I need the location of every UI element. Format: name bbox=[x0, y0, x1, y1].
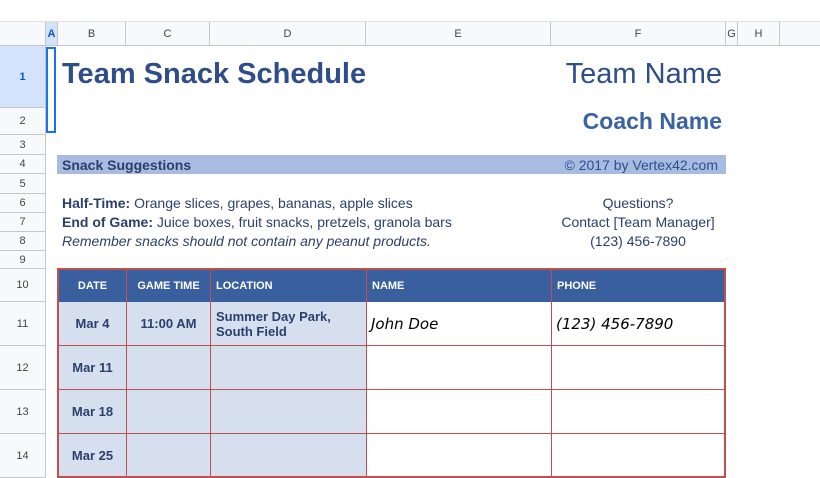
peanut-reminder[interactable]: Remember snacks should not contain any peanut products. bbox=[62, 233, 431, 249]
name-cell[interactable] bbox=[367, 434, 552, 478]
header-date[interactable]: DATE bbox=[59, 270, 127, 302]
column-header-blank bbox=[780, 22, 820, 46]
date-cell[interactable]: Mar 11 bbox=[59, 346, 127, 390]
location-cell[interactable] bbox=[211, 302, 367, 346]
date-cell[interactable]: Mar 25 bbox=[59, 434, 127, 478]
row-header-12[interactable]: 12 bbox=[0, 346, 46, 390]
name-cell[interactable] bbox=[367, 390, 552, 434]
column-header-a[interactable]: A bbox=[46, 22, 58, 46]
row-header-1[interactable]: 1 bbox=[0, 46, 46, 108]
header-location[interactable]: LOCATION bbox=[211, 270, 367, 302]
endgame-line[interactable] bbox=[62, 214, 452, 230]
location-cell[interactable] bbox=[211, 346, 367, 390]
phone-cell[interactable] bbox=[552, 390, 726, 434]
date-cell[interactable]: Mar 18 bbox=[59, 390, 127, 434]
header-phone[interactable]: PHONE bbox=[552, 270, 726, 302]
phone-cell[interactable] bbox=[552, 434, 726, 478]
halftime-line[interactable] bbox=[62, 195, 413, 211]
header-name[interactable]: NAME bbox=[367, 270, 552, 302]
header-game-time[interactable]: GAME TIME bbox=[127, 270, 211, 302]
row-header-8[interactable]: 8 bbox=[0, 232, 46, 251]
location-cell[interactable] bbox=[211, 434, 367, 478]
vertex42-copyright-link[interactable]: © 2017 by Vertex42.com bbox=[564, 157, 718, 173]
name-cell[interactable]: John Doe bbox=[367, 302, 552, 346]
row-header-14[interactable]: 14 bbox=[0, 434, 46, 478]
snack-suggestions-label: Snack Suggestions bbox=[62, 157, 192, 173]
row-header-4[interactable]: 4 bbox=[0, 155, 46, 174]
row-header-3[interactable]: 3 bbox=[0, 135, 46, 155]
game-time-cell[interactable]: 11:00 AM bbox=[127, 302, 211, 346]
location-line-2: South Field bbox=[216, 323, 287, 339]
row-header-13[interactable]: 13 bbox=[0, 390, 46, 434]
snack-suggestions-bar bbox=[57, 155, 726, 174]
coach-name[interactable]: Coach Name bbox=[582, 108, 722, 134]
row-header-7[interactable]: 7 bbox=[0, 213, 46, 232]
row-header-9[interactable]: 9 bbox=[0, 251, 46, 269]
date-cell[interactable]: Mar 4 bbox=[59, 302, 127, 346]
active-cell-selection[interactable] bbox=[46, 47, 56, 133]
column-header-f[interactable]: F bbox=[551, 22, 726, 46]
toolbar-strip bbox=[0, 0, 820, 22]
game-time-cell[interactable] bbox=[127, 346, 211, 390]
phone-cell[interactable]: (123) 456-7890 bbox=[552, 302, 726, 346]
select-all-corner[interactable] bbox=[0, 22, 46, 46]
halftime-text: Orange slices, grapes, bananas, apple slices bbox=[130, 195, 413, 211]
column-header-h[interactable]: H bbox=[738, 22, 780, 46]
endgame-text: Juice boxes, fruit snacks, pretzels, granola bars bbox=[153, 214, 452, 230]
column-header-g[interactable]: G bbox=[726, 22, 738, 46]
game-time-cell[interactable] bbox=[127, 434, 211, 478]
row-header-6[interactable]: 6 bbox=[0, 194, 46, 213]
contact-phone[interactable]: (123) 456-7890 bbox=[590, 233, 686, 249]
sheet-title[interactable]: Team Snack Schedule bbox=[62, 58, 367, 90]
questions-label[interactable]: Questions? bbox=[602, 195, 674, 211]
row-header-11[interactable]: 11 bbox=[0, 302, 46, 346]
contact-manager[interactable]: Contact [Team Manager] bbox=[561, 214, 715, 230]
location-cell[interactable] bbox=[211, 390, 367, 434]
name-cell[interactable] bbox=[367, 346, 552, 390]
row-header-2[interactable]: 2 bbox=[0, 108, 46, 135]
column-header-e[interactable]: E bbox=[366, 22, 551, 46]
column-header-d[interactable]: D bbox=[210, 22, 366, 46]
endgame-label: End of Game: bbox=[62, 214, 154, 230]
row-header-5[interactable]: 5 bbox=[0, 174, 46, 194]
game-time-cell[interactable] bbox=[127, 390, 211, 434]
column-header-b[interactable]: B bbox=[58, 22, 126, 46]
snack-schedule-table bbox=[57, 268, 726, 478]
team-name[interactable]: Team Name bbox=[565, 58, 722, 90]
location-line-1: Summer Day Park, bbox=[216, 308, 331, 324]
phone-cell[interactable] bbox=[552, 346, 726, 390]
halftime-label: Half-Time: bbox=[62, 195, 131, 211]
row-header-10[interactable]: 10 bbox=[0, 269, 46, 302]
column-header-c[interactable]: C bbox=[126, 22, 210, 46]
